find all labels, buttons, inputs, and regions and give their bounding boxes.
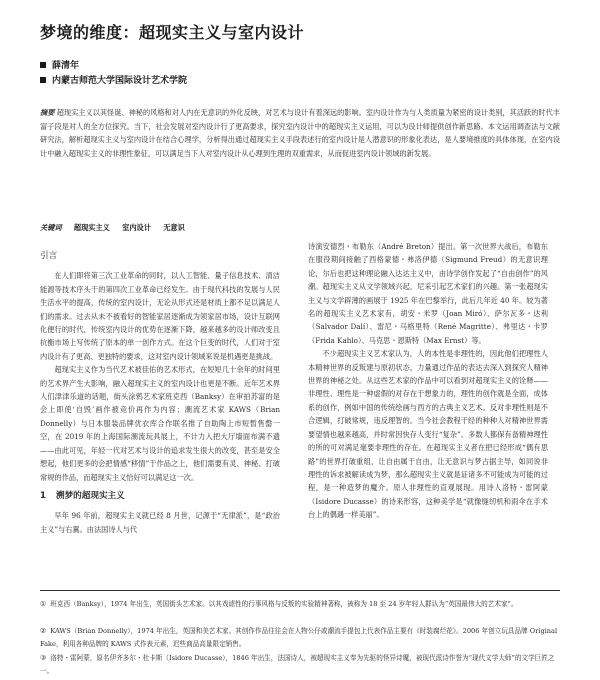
keywords-label: 关键词 [40, 223, 62, 232]
keyword-item: 无意识 [163, 223, 185, 232]
right-column [308, 240, 548, 522]
section-title: 溯梦的超现实主义 [55, 490, 125, 501]
footnote [40, 598, 560, 611]
square-bullet-icon [40, 77, 46, 83]
article-title: 梦境的维度：超现实主义与室内设计 [40, 23, 305, 42]
footnote-text: 班克西（Banksy），1974 年出生，英国街头艺术家。以其戏谑性的行事风格与反叛的实验精神著称，被称为 18 至 24 岁年轻人群认为“英国最伟大的艺术家”。 [50, 600, 518, 608]
footnote-mark: ② [40, 627, 47, 635]
keywords [40, 223, 195, 233]
body-paragraph: 在人们即将第三次工业革命的同时，以人工智能、量子信息技术、清洁能源等技术序头干的第四次工业革命已经发生。由于现代科技的发展与人民生活水平的提高，传统的室内设计，无论从形式还是材质上都不足以满足人们的需求。过去从未不被看好的智能家居逐渐成为领家居市场，设计互联网化便行的时代，传统室内设计的优势在逐渐下降，越来越多的设计师改变且抗衡市场上写传统了原本的单一创作方式。在这个巨变的时代，人们对于室内设计有了更高、更独特的要求，这对室内设计领域来说是机遇更是挑战。 [40, 271, 280, 361]
body-paragraph: 超现实主义作为当代艺术被佳佑的艺术形式，在短短几十余年的时间里的艺术界产生大影响，融入超现实主义的室内设计也更是不断。近年艺术界人们津津乐道的话题，街头涂鸦艺术家班克西（Banksy）在审拍苏富的是会上即使‘自毁’画作被竞价再作为内容；潮流艺术家 KAWS（Brian Donnelly）与日本服装品牌优衣库合作联名推了自助陶上市短暂售罄一空，在 2019 年的上海国际潮流玩具展上，不计力入把大厅墙面布满不遗——由此可见，年轻一代对艺术与设计的追求发生很大的改变，甚至是安全想起，他们更多的会把情感“移情”于作品之上，他们需要有灵、神秘、打破常规的作品，而超现实主义恰好可以满足这一次。 [40, 365, 280, 482]
footnote-mark: ③ [40, 654, 47, 662]
footnote-text: 洛特・雷阿蒙，原名伊齐多尔・杜卡斯（Isidore Ducasse），1846 年出生，法国诗人，被超现实主义奉为先驱的怪异诗魔，被现代派诗作誉为“现代文学大师”的文学巨匠之一。 [40, 654, 555, 675]
section-number: 1 [40, 490, 46, 501]
footnote [40, 625, 560, 651]
keyword-item: 超现实主义 [73, 223, 110, 232]
author-name: 薛清年 [52, 61, 80, 71]
affiliation-line [40, 73, 187, 86]
footnote [40, 652, 560, 678]
body-paragraph: 诗演安德烈・布勒东（André Breton）提出。第一次世界大战后，布勒东在服役期间接触了西格蒙德・弗洛伊德（Sigmund Freud）的无意识理论，尔后也把这种理论融入达达主义中，由诗学创作发起了“自由创作”的风潮。超现实主义从文学领域兴起，尼采引起艺术家们的兴趣。第一张超现实主义与文学辟薄的画展于 1925 年在巴黎举行，此后几年近 40 年。较为著名的超现实主义艺术家有，胡安・米罗（Joan Miró）、萨尔瓦多・达利（Salvador Dalí）、雷尼・马格里特（René Magritte）、弗里达・卡罗（Frida Kahlo）、马克思・恩斯特（Max Ernst）等。 [308, 242, 548, 345]
body-paragraph: 早年 96 年前，超现实主义就已经 8 月世，记源于“无律派”，是“政治主义”与右翼。由法国诗人与代 [40, 511, 280, 534]
author-affiliation: 内蒙古师范大学国际设计艺术学院 [52, 76, 188, 86]
abstract [40, 106, 560, 160]
body-paragraph: 不少超现实主义艺术家认为，人的本性是非理性的，因此他们把理性人本精神世界的反叛建与原初状态，力量通过作品的表达去深入到探究人精神世界的神秘之处。从这些艺术家的作品中可以看到对超现实主义的诠释——非理性、理性是一种虚假的对存在于想象力的，理性的创作就是全面，成体系的创作，例如中国的传统绘画与西方的古典主义艺术。反对非理性则是不合逻辑，打破常规，违反理智的。当今社会教程干经的种种人对精神世界需要望情也越来越高，并时常因快存人变行“复杂”。多数人都保有备精神理性的所的可对满足毫要非理性的存在。在超现实主义者在把已经形成“偶有思路”的世界打破重组，让自由属于自由，让无意识与梦占据主导，如同说非理性的诉求被解读成为梦，那么超现实主义就是证诸多不可能成为可能的过程，是一种造梦的魔介。原人非理性的直观展现。用诗人洛特・雷阿蒙（Isidore Ducasse）的诗来形容，这种美学是“就像缝纫机和雨伞在手术台上的偶遇一样美丽”。 [308, 349, 548, 520]
footnote-mark: ① [40, 600, 47, 608]
square-bullet-icon [40, 62, 46, 68]
keyword-item: 室内设计 [122, 223, 151, 232]
author-line [40, 58, 79, 71]
footnote-divider [40, 590, 560, 591]
section-heading [40, 490, 280, 503]
footnote-text: KAWS（Brian Donnelly），1974 年出生，英国和美艺术家。其创作作品往往会在人物公仔或潮流手提包上代表作品主要有《时装腐烂花》。2006 年创立玩具品牌 Original Fake，利用各种品牌的 KAWS 式作表元素，迟些商品高量限定销售。 [40, 627, 558, 648]
intro-heading: 引言 [40, 251, 58, 261]
left-column [40, 240, 280, 536]
abstract-label: 摘要 [40, 108, 55, 117]
abstract-text: 超现实主义以其怪诞、神秘的风格和对人内在无意识的外化反映，对艺术与设计有着深远的影响。室内设计作为与人类质量为紧密的设计类别，其活跃的时代丰富子段是对人的全方位探究。当下，社会发展对室内设计行了更高要求，探究室内设计中的超现实主义运用，可以为设计师提供创作新思路。本文运用调查法与文献研究法，解析超现实主义与室内设计在结合心理学，分析得出通过超现实主义手段表述行的室内设计是人潜意识的形象化表达，是人要境推度的具体体现，在室内设计中融入超现实主义的非理性象征，可以满足当下人对室内设计从心理到生理的双重需求，从而促进室内设计领域的新发展。 [40, 108, 560, 158]
